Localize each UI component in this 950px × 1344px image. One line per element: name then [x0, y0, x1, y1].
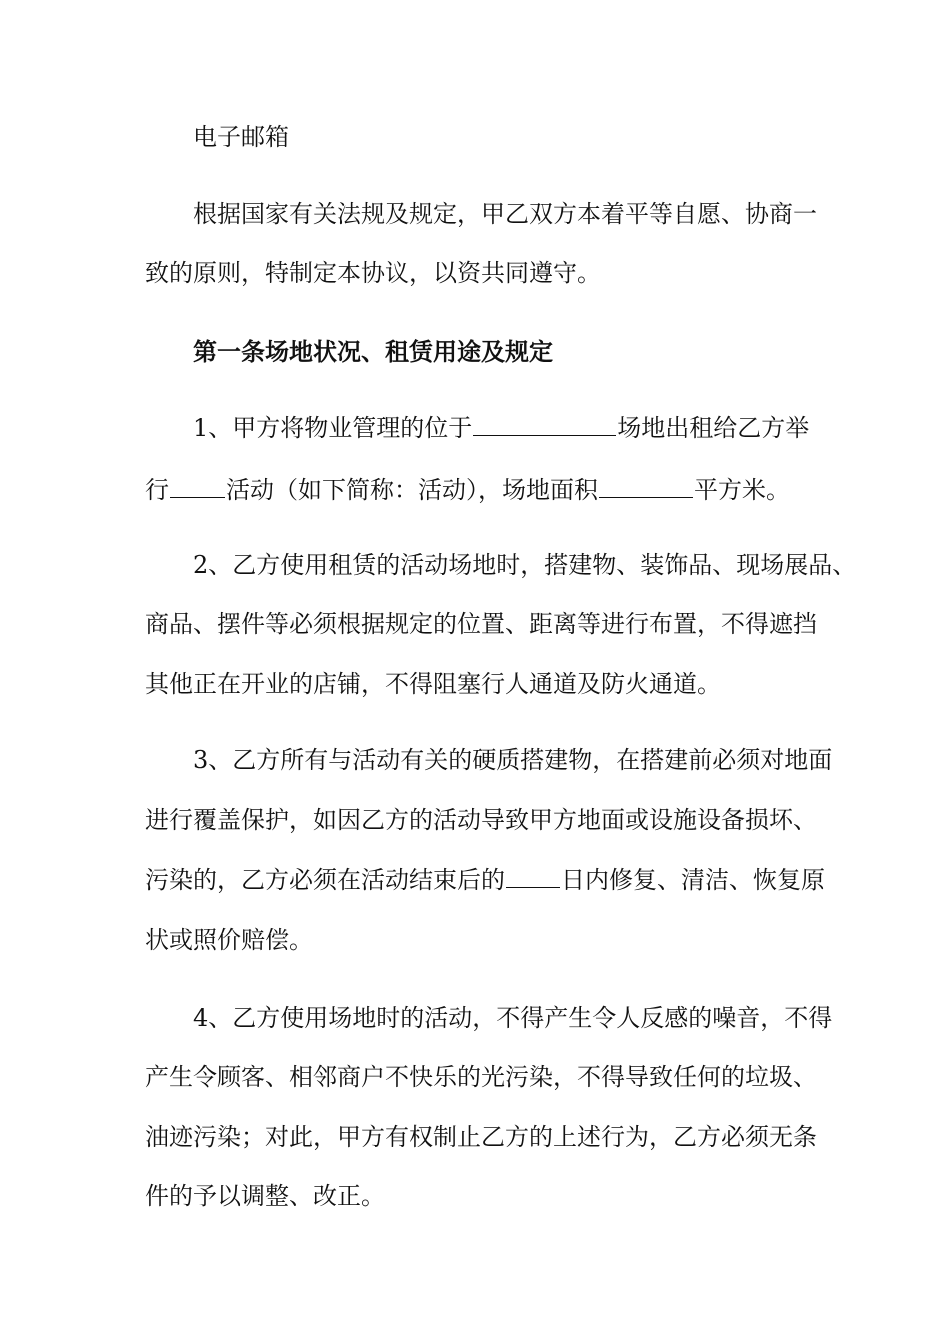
- clause-1-text-d: 活动（如下简称：活动），场地面积: [226, 476, 598, 504]
- clause-4-line-2: 产生令顾客、相邻商户不快乐的光污染，不得导致任何的垃圾、: [145, 1063, 817, 1091]
- clause-3-line-3: [0, 860, 950, 900]
- clause-1-line-1: [0, 408, 950, 448]
- article-1-heading: 第一条场地状况、租赁用途及规定: [193, 338, 553, 366]
- clause-1-text-a: 1、甲方将物业管理的位于: [193, 414, 473, 442]
- location-blank: [473, 413, 616, 436]
- clause-3-line-1: 3、乙方所有与活动有关的硬质搭建物，在搭建前必须对地面: [193, 746, 833, 774]
- clause-4-line-1: 4、乙方使用场地时的活动，不得产生令人反感的噪音，不得: [193, 1004, 833, 1032]
- clause-3-text-b: 日内修复、清洁、恢复原: [561, 866, 825, 894]
- clause-1-text-b: 场地出租给乙方举: [617, 414, 810, 442]
- email-label: 电子邮箱: [193, 123, 289, 151]
- clause-2-line-2: 商品、摆件等必须根据规定的位置、距离等进行布置，不得遮挡: [145, 610, 817, 638]
- clause-4-line-4: 件的予以调整、改正。: [145, 1182, 385, 1210]
- clause-2-line-3: 其他正在开业的店铺，不得阻塞行人通道及防火通道。: [145, 670, 721, 698]
- clause-1-text-c: 行: [145, 476, 169, 504]
- clause-3-line-4: 状或照价赔偿。: [145, 926, 313, 954]
- clause-3-text-a: 污染的，乙方必须在活动结束后的: [145, 866, 505, 894]
- area-blank: [599, 475, 693, 498]
- clause-4-line-3: 油迹污染；对此，甲方有权制止乙方的上述行为，乙方必须无条: [145, 1123, 817, 1151]
- clause-2-line-1: 2、乙方使用租赁的活动场地时，搭建物、装饰品、现场展品、: [193, 551, 857, 579]
- clause-1-text-e: 平方米。: [694, 476, 790, 504]
- clause-1-line-2: [0, 470, 950, 510]
- activity-blank: [170, 475, 225, 498]
- intro-line-1: 根据国家有关法规及规定，甲乙双方本着平等自愿、协商一: [193, 200, 817, 228]
- clause-3-line-2: 进行覆盖保护，如因乙方的活动导致甲方地面或设施设备损坏、: [145, 806, 817, 834]
- days-blank: [506, 865, 560, 888]
- intro-line-2: 致的原则，特制定本协议，以资共同遵守。: [145, 259, 601, 287]
